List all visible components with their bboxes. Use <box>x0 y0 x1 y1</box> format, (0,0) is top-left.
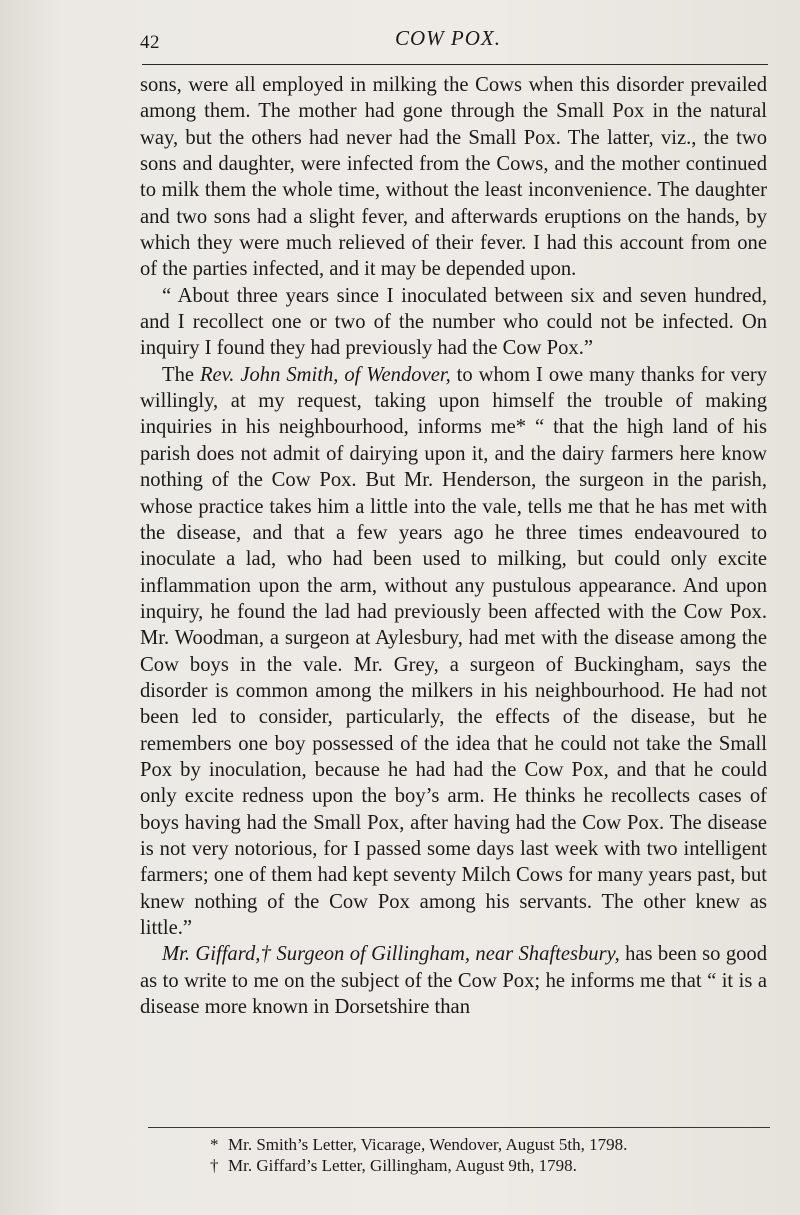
paragraph-3-name: Rev. John Smith, of Wendover, <box>199 363 451 386</box>
paragraph-2 <box>140 283 767 362</box>
footnotes <box>210 1134 730 1176</box>
paragraph-3 <box>140 362 767 942</box>
footnote-rule <box>148 1127 770 1128</box>
page-number: 42 <box>140 32 160 53</box>
footnote-2 <box>210 1155 730 1176</box>
header-rule <box>142 64 768 65</box>
paragraph-1-text: sons, were all employed in milking the Cows when this disorder prevailed among them. The mother had gone through the Small Pox in the natural way, but the others had never had the Small Pox. The latter, viz., the two sons and daughter, were infected from the Cows, and the mother continued to milk them the whole time, without the least inconvenience. The daughter and two sons had a slight fever, and afterwards eruptions on the hands, by which they were much relieved of their fever. I had this account from one of the parties infected, and it may be depended upon. <box>140 74 767 281</box>
paragraph-1 <box>140 72 767 283</box>
paragraph-4-text: has been so good as to write to me on the subject of the Cow Pox; he informs me that “ it is a disease more known in Dorsetshire than <box>140 943 768 1019</box>
body-text <box>140 72 767 1020</box>
paragraph-4 <box>140 941 767 1020</box>
footnote-1 <box>210 1134 730 1155</box>
footnote-1-text: Mr. Smith’s Letter, Vicarage, Wendover, August 5th, 1798. <box>228 1135 628 1154</box>
footnote-2-mark: † <box>210 1156 219 1175</box>
paragraph-3-lead: The <box>162 363 200 386</box>
page-header <box>140 26 770 56</box>
paragraph-2-text: “ About three years since I inoculated between six and seven hundred, and I recollect one or two of the number who could not be infected. On inquiry I found they had previously had the Cow Pox.” <box>140 284 767 360</box>
footnote-2-text: Mr. Giffard’s Letter, Gillingham, August 9th, 1798. <box>228 1156 577 1175</box>
paragraph-4-name: Mr. Giffard,† Surgeon of Gillingham, near Shaftesbury, <box>162 943 620 966</box>
running-head: COW POX. <box>395 26 501 50</box>
paragraph-3-text: to whom I owe many thanks for very willingly, at my request, taking upon himself the trouble of making inquiries in his neighbourhood, informs me* “ that the high land of his parish does not admit of dairying upon it, and the dairy farmers here know nothing of the Cow Pox. But Mr. Henderson, the surgeon in the parish, whose practice takes him a little into the vale, tells me that he has met with the disease, and that a few years ago he three times endeavoured to inoculate a lad, who had been used to milking, but could only excite inflammation upon the arm, without any pustulous appearance. And upon inquiry, he found the lad had previously been affected with the Cow Pox. Mr. Woodman, a surgeon at Aylesbury, had met with the disease among the Cow boys in the vale. Mr. Grey, a surgeon of Buckingham, says the disorder is common among the milkers in his neighbourhood. He had not been led to consider, particularly, the effects of the disease, but he remembers one boy possessed of the idea that he could not take the Small Pox by inoculation, because he had had the Cow Pox, and that he could only excite redness upon the boy’s arm. He thinks he recollects cases of boys having had the Small Pox, after having had the Cow Pox. The disease is not very notorious, for I passed some days last week with two intelligent farmers; one of them had kept seventy Milch Cows for many years past, but knew nothing of the Cow Pox among his servants. The other knew as little.” <box>140 363 767 939</box>
footnote-1-mark: * <box>210 1135 219 1154</box>
